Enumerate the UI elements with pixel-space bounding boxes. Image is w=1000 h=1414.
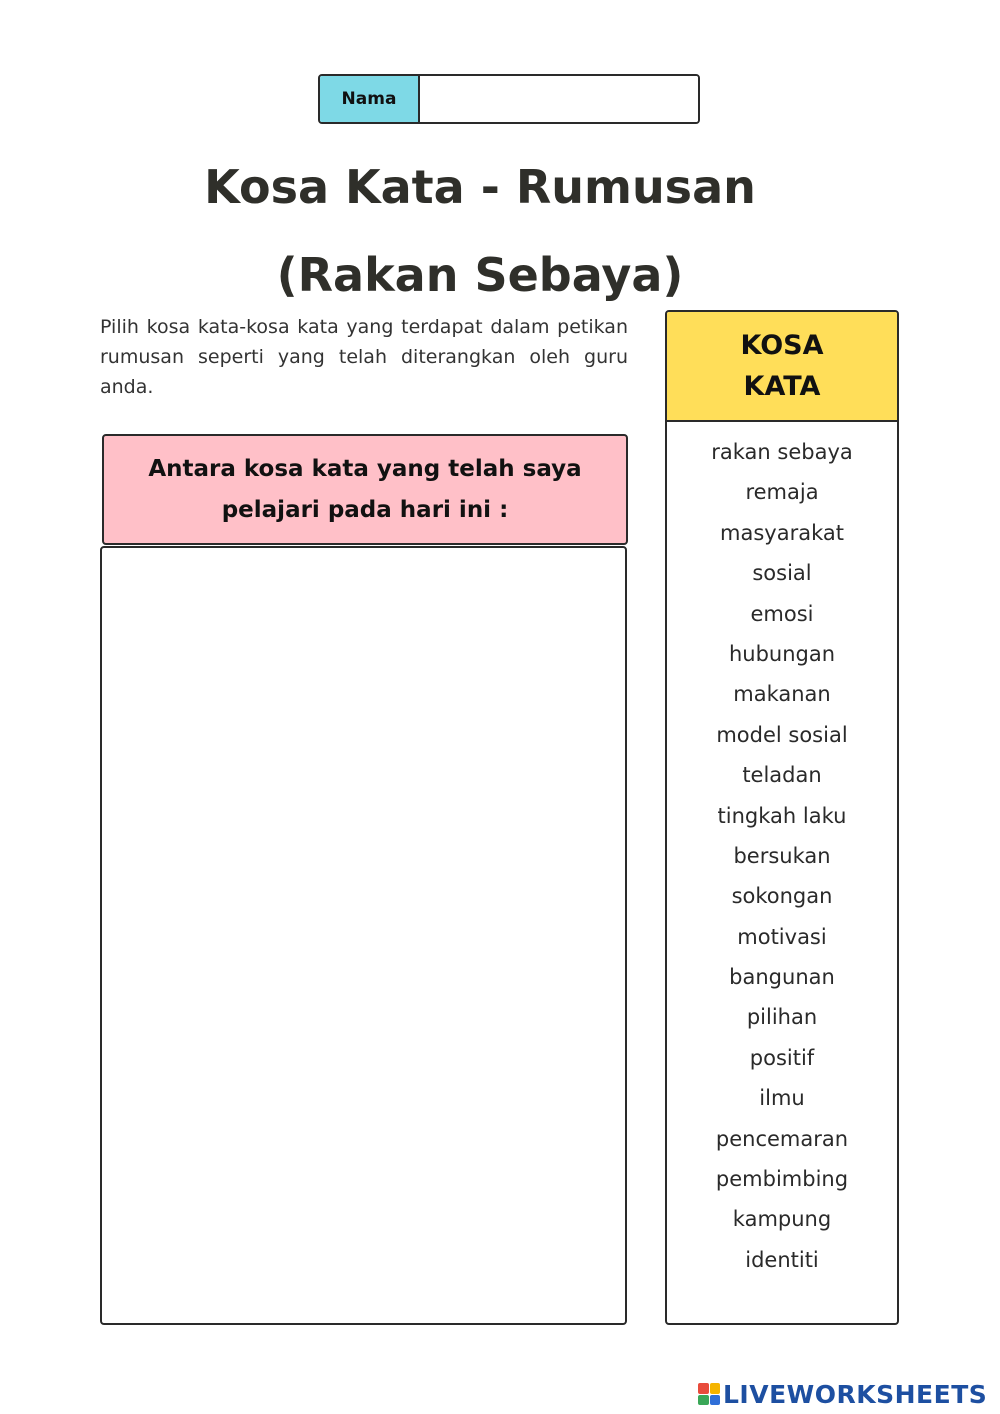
logo-square	[698, 1395, 709, 1406]
wordbank-word: pilihan	[746, 1005, 818, 1030]
wordbank-word: teladan	[742, 763, 822, 788]
wordbank-word: sosial	[752, 561, 812, 586]
wordbank-word: makanan	[733, 682, 831, 707]
wordbank-word: bersukan	[733, 843, 831, 868]
logo-square	[710, 1383, 721, 1394]
wordbank-word: remaja	[745, 480, 819, 505]
wordbank	[665, 310, 899, 1325]
page-subtitle: (Rakan Sebaya)	[276, 248, 684, 302]
wordbank-word: masyarakat	[720, 520, 844, 545]
wordbank-word: pencemaran	[715, 1126, 849, 1151]
prompt-box	[102, 434, 628, 545]
wordbank-list	[667, 422, 897, 1280]
name-field	[318, 74, 700, 124]
answer-input[interactable]	[102, 548, 625, 1323]
wordbank-word: positif	[749, 1045, 815, 1070]
liveworksheets-logo	[698, 1380, 987, 1408]
logo-text: LIVEWORKSHEETS	[723, 1379, 988, 1409]
wordbank-word: tingkah laku	[717, 803, 847, 828]
liveworksheets-icon	[698, 1383, 720, 1405]
name-label: Nama	[320, 76, 420, 122]
wordbank-word: sokongan	[731, 884, 833, 909]
wordbank-heading: KOSA KATA	[667, 312, 897, 422]
instruction-text: Pilih kosa kata-kosa kata yang terdapat dalam petikan rumusan seperti yang telah diterangkan oleh guru anda.	[100, 316, 628, 398]
wordbank-word: bangunan	[729, 965, 835, 990]
logo-square	[710, 1395, 721, 1406]
logo-square	[698, 1383, 709, 1394]
wordbank-word: model sosial	[716, 722, 848, 747]
wordbank-word: pembimbing	[715, 1167, 849, 1192]
wordbank-word: identiti	[745, 1247, 819, 1272]
answer-box	[100, 546, 627, 1325]
wordbank-word: emosi	[750, 601, 814, 626]
prompt-text: Antara kosa kata yang telah saya pelajari pada hari ini :	[148, 455, 582, 523]
wordbank-word: ilmu	[759, 1086, 805, 1111]
wordbank-word: kampung	[732, 1207, 832, 1232]
wordbank-word: hubungan	[728, 641, 836, 666]
page-title: Kosa Kata - Rumusan	[204, 160, 756, 214]
wordbank-word: rakan sebaya	[711, 440, 853, 464]
wordbank-word: motivasi	[737, 924, 827, 949]
name-input[interactable]	[420, 76, 698, 122]
